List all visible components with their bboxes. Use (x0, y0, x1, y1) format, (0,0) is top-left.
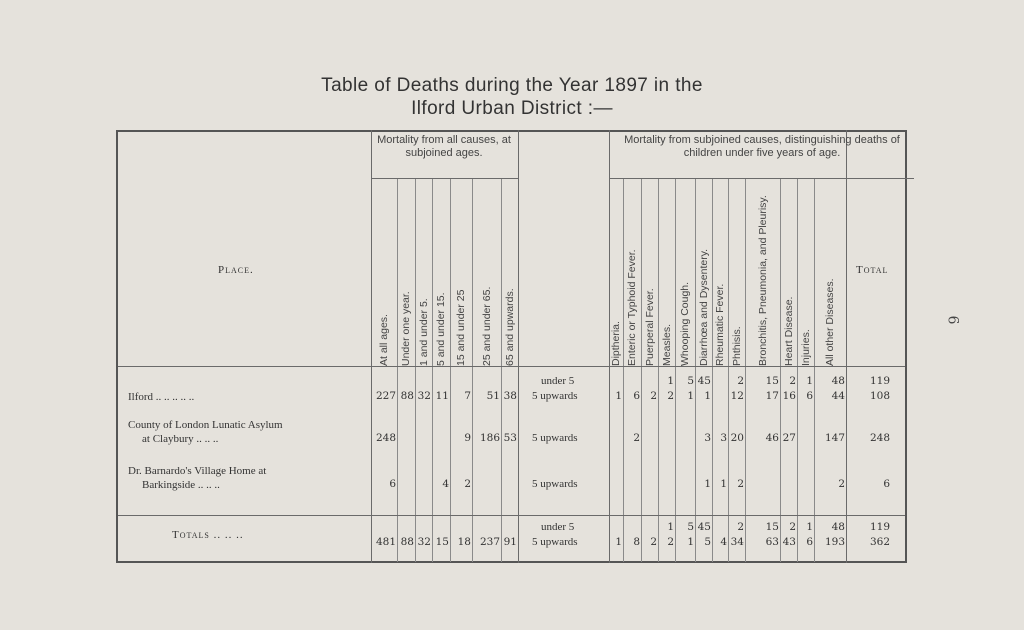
total-cell: 108 (869, 390, 890, 402)
age-column-header: 65 and upwards. (503, 288, 516, 366)
column-divider (450, 178, 451, 562)
cause-cell: 1 (667, 375, 674, 387)
place-name (128, 418, 358, 446)
cause-cell: 27 (782, 432, 796, 444)
cause-cell: 12 (730, 390, 744, 402)
cause-column-header: Diptheria. (610, 321, 622, 366)
cause-cell: 1 (806, 521, 813, 533)
column-divider (780, 178, 781, 562)
cause-cell: 3 (720, 432, 727, 444)
place-line-2: Barkingside .. .. .. (142, 479, 220, 491)
column-divider (641, 178, 642, 562)
cause-cell: 1 (704, 478, 711, 490)
age-column-header: At all ages. (378, 314, 390, 366)
header-bottom-rule (118, 366, 905, 367)
place-line-1: County of London Lunatic Asylum (128, 419, 283, 431)
cause-cell: 4 (720, 536, 727, 548)
age-cell: 32 (417, 390, 431, 402)
group-header-all-ages: Mortality from all causes, at subjoined ages. (377, 134, 511, 159)
header-divider (609, 178, 914, 179)
cause-cell: 6 (806, 390, 813, 402)
cause-cell: 2 (789, 521, 796, 533)
age-cell: 88 (400, 536, 414, 548)
totals-label: Totals .. .. .. (172, 529, 244, 541)
cause-cell: 46 (765, 432, 779, 444)
column-divider (814, 178, 815, 562)
place-line-2: at Claybury .. .. .. (142, 433, 219, 445)
cause-cell: 5 (687, 521, 694, 533)
age-cell: 51 (486, 390, 500, 402)
cause-column-header: All other Diseases. (824, 278, 836, 366)
cause-cell: 1 (687, 536, 694, 548)
cause-cell: 1 (704, 390, 711, 402)
cause-cell: 2 (667, 390, 674, 402)
column-divider (728, 178, 729, 562)
age-cell: 91 (503, 536, 517, 548)
cause-cell: 34 (730, 536, 744, 548)
cause-cell: 2 (650, 536, 657, 548)
age-cell: 38 (503, 390, 517, 402)
cause-column-header: Bronchitis, Pneumonia, and Pleurisy. (756, 195, 769, 366)
cause-cell: 1 (667, 521, 674, 533)
cause-column-header: Phthisis. (730, 326, 743, 366)
cause-column-header: Heart Disease. (782, 296, 795, 366)
total-cell: 248 (869, 432, 890, 444)
table-title (0, 74, 1024, 120)
place-line-1: Ilford .. .. .. .. .. (128, 391, 195, 403)
age-cell: 186 (479, 432, 500, 444)
column-divider (797, 178, 798, 562)
cause-cell: 2 (737, 521, 744, 533)
cause-cell: 147 (824, 432, 845, 444)
age-cell: 481 (375, 536, 396, 548)
cause-cell: 44 (831, 390, 845, 402)
cause-cell: 1 (615, 390, 622, 402)
cause-cell: 2 (838, 478, 845, 490)
cause-cell: 1 (720, 478, 727, 490)
cause-cell: 17 (765, 390, 779, 402)
age-cell: 88 (400, 390, 414, 402)
cause-column-header: Enteric or Typhoid Fever. (626, 249, 638, 366)
cause-cell: 63 (765, 536, 779, 548)
place-line-1: Dr. Barnardo's Village Home at (128, 465, 267, 477)
cause-cell: 2 (737, 375, 744, 387)
column-divider (695, 178, 696, 562)
cause-column-header: Measles. (660, 323, 673, 366)
age-group-label: 5 upwards (532, 390, 578, 402)
cause-cell: 48 (831, 521, 845, 533)
age-group-label: 5 upwards (532, 432, 578, 444)
column-divider (745, 178, 746, 562)
total-cell: 119 (869, 521, 890, 533)
cause-cell: 8 (633, 536, 640, 548)
total-cell: 6 (883, 478, 890, 490)
cause-cell: 5 (704, 536, 711, 548)
column-divider (846, 130, 847, 563)
column-divider (472, 178, 473, 562)
cause-column-header: Rheumatic Fever. (714, 283, 726, 366)
cause-cell: 193 (824, 536, 845, 548)
column-divider (371, 130, 372, 563)
cause-cell: 2 (667, 536, 674, 548)
cause-column-header: Injuries. (799, 329, 812, 366)
column-divider (712, 178, 713, 562)
age-column-header: 15 and under 25 (455, 289, 467, 366)
place-name (128, 390, 358, 404)
header-divider (371, 178, 518, 179)
age-group-label: 5 upwards (532, 536, 578, 548)
cause-cell: 1 (806, 375, 813, 387)
title-line-2: Ilford Urban District :— (411, 98, 613, 119)
total-cell: 119 (869, 375, 890, 387)
column-divider (518, 130, 519, 563)
column-divider (501, 178, 502, 562)
page-number: 6 (944, 315, 961, 325)
age-cell: 4 (442, 478, 449, 490)
age-cell: 7 (464, 390, 471, 402)
column-divider (658, 178, 659, 562)
age-column-header: Under one year. (400, 291, 412, 366)
cause-cell: 6 (806, 536, 813, 548)
age-group-label: under 5 (541, 521, 575, 533)
cause-cell: 20 (730, 432, 744, 444)
age-column-header: 1 and under 5. (417, 298, 430, 366)
column-divider (432, 178, 433, 562)
cause-cell: 45 (697, 521, 711, 533)
cause-column-header: Puerperal Fever. (643, 288, 656, 366)
group-header-causes: Mortality from subjoined causes, distinguishing deaths of children under five years of age. (624, 134, 900, 159)
age-cell: 18 (457, 536, 471, 548)
title-line-1: Table of Deaths during the Year 1897 in the (321, 75, 703, 96)
age-cell: 9 (464, 432, 471, 444)
age-cell: 15 (435, 536, 449, 548)
place-header: Place. (218, 264, 254, 276)
age-cell: 237 (479, 536, 500, 548)
total-cell: 362 (869, 536, 890, 548)
cause-column-header: Diarrhœa and Dysentery. (697, 248, 710, 366)
cause-cell: 6 (633, 390, 640, 402)
cause-cell: 2 (633, 432, 640, 444)
age-cell: 227 (375, 390, 396, 402)
cause-cell: 2 (650, 390, 657, 402)
place-name (128, 464, 358, 492)
column-divider (675, 178, 676, 562)
age-cell: 53 (503, 432, 517, 444)
column-divider (623, 178, 624, 562)
column-divider (397, 178, 398, 562)
cause-cell: 5 (687, 375, 694, 387)
age-column-header: 5 and under 15. (435, 292, 447, 366)
cause-cell: 15 (765, 375, 779, 387)
age-cell: 32 (417, 536, 431, 548)
age-group-label: under 5 (541, 375, 575, 387)
age-cell: 11 (435, 390, 449, 402)
age-cell: 248 (375, 432, 396, 444)
cause-cell: 2 (789, 375, 796, 387)
cause-cell: 43 (782, 536, 796, 548)
cause-cell: 48 (831, 375, 845, 387)
age-cell: 6 (389, 478, 396, 490)
cause-cell: 1 (687, 390, 694, 402)
cause-cell: 45 (697, 375, 711, 387)
age-group-label: 5 upwards (532, 478, 578, 490)
age-cell: 2 (464, 478, 471, 490)
column-divider (415, 178, 416, 562)
cause-cell: 1 (615, 536, 622, 548)
cause-column-header: Whooping Cough. (679, 281, 691, 366)
cause-cell: 3 (704, 432, 711, 444)
total-header: Total (856, 264, 889, 276)
cause-cell: 2 (737, 478, 744, 490)
cause-cell: 15 (765, 521, 779, 533)
cause-cell: 16 (782, 390, 796, 402)
totals-rule (118, 515, 905, 516)
age-column-header: 25 and under 65. (480, 286, 493, 366)
